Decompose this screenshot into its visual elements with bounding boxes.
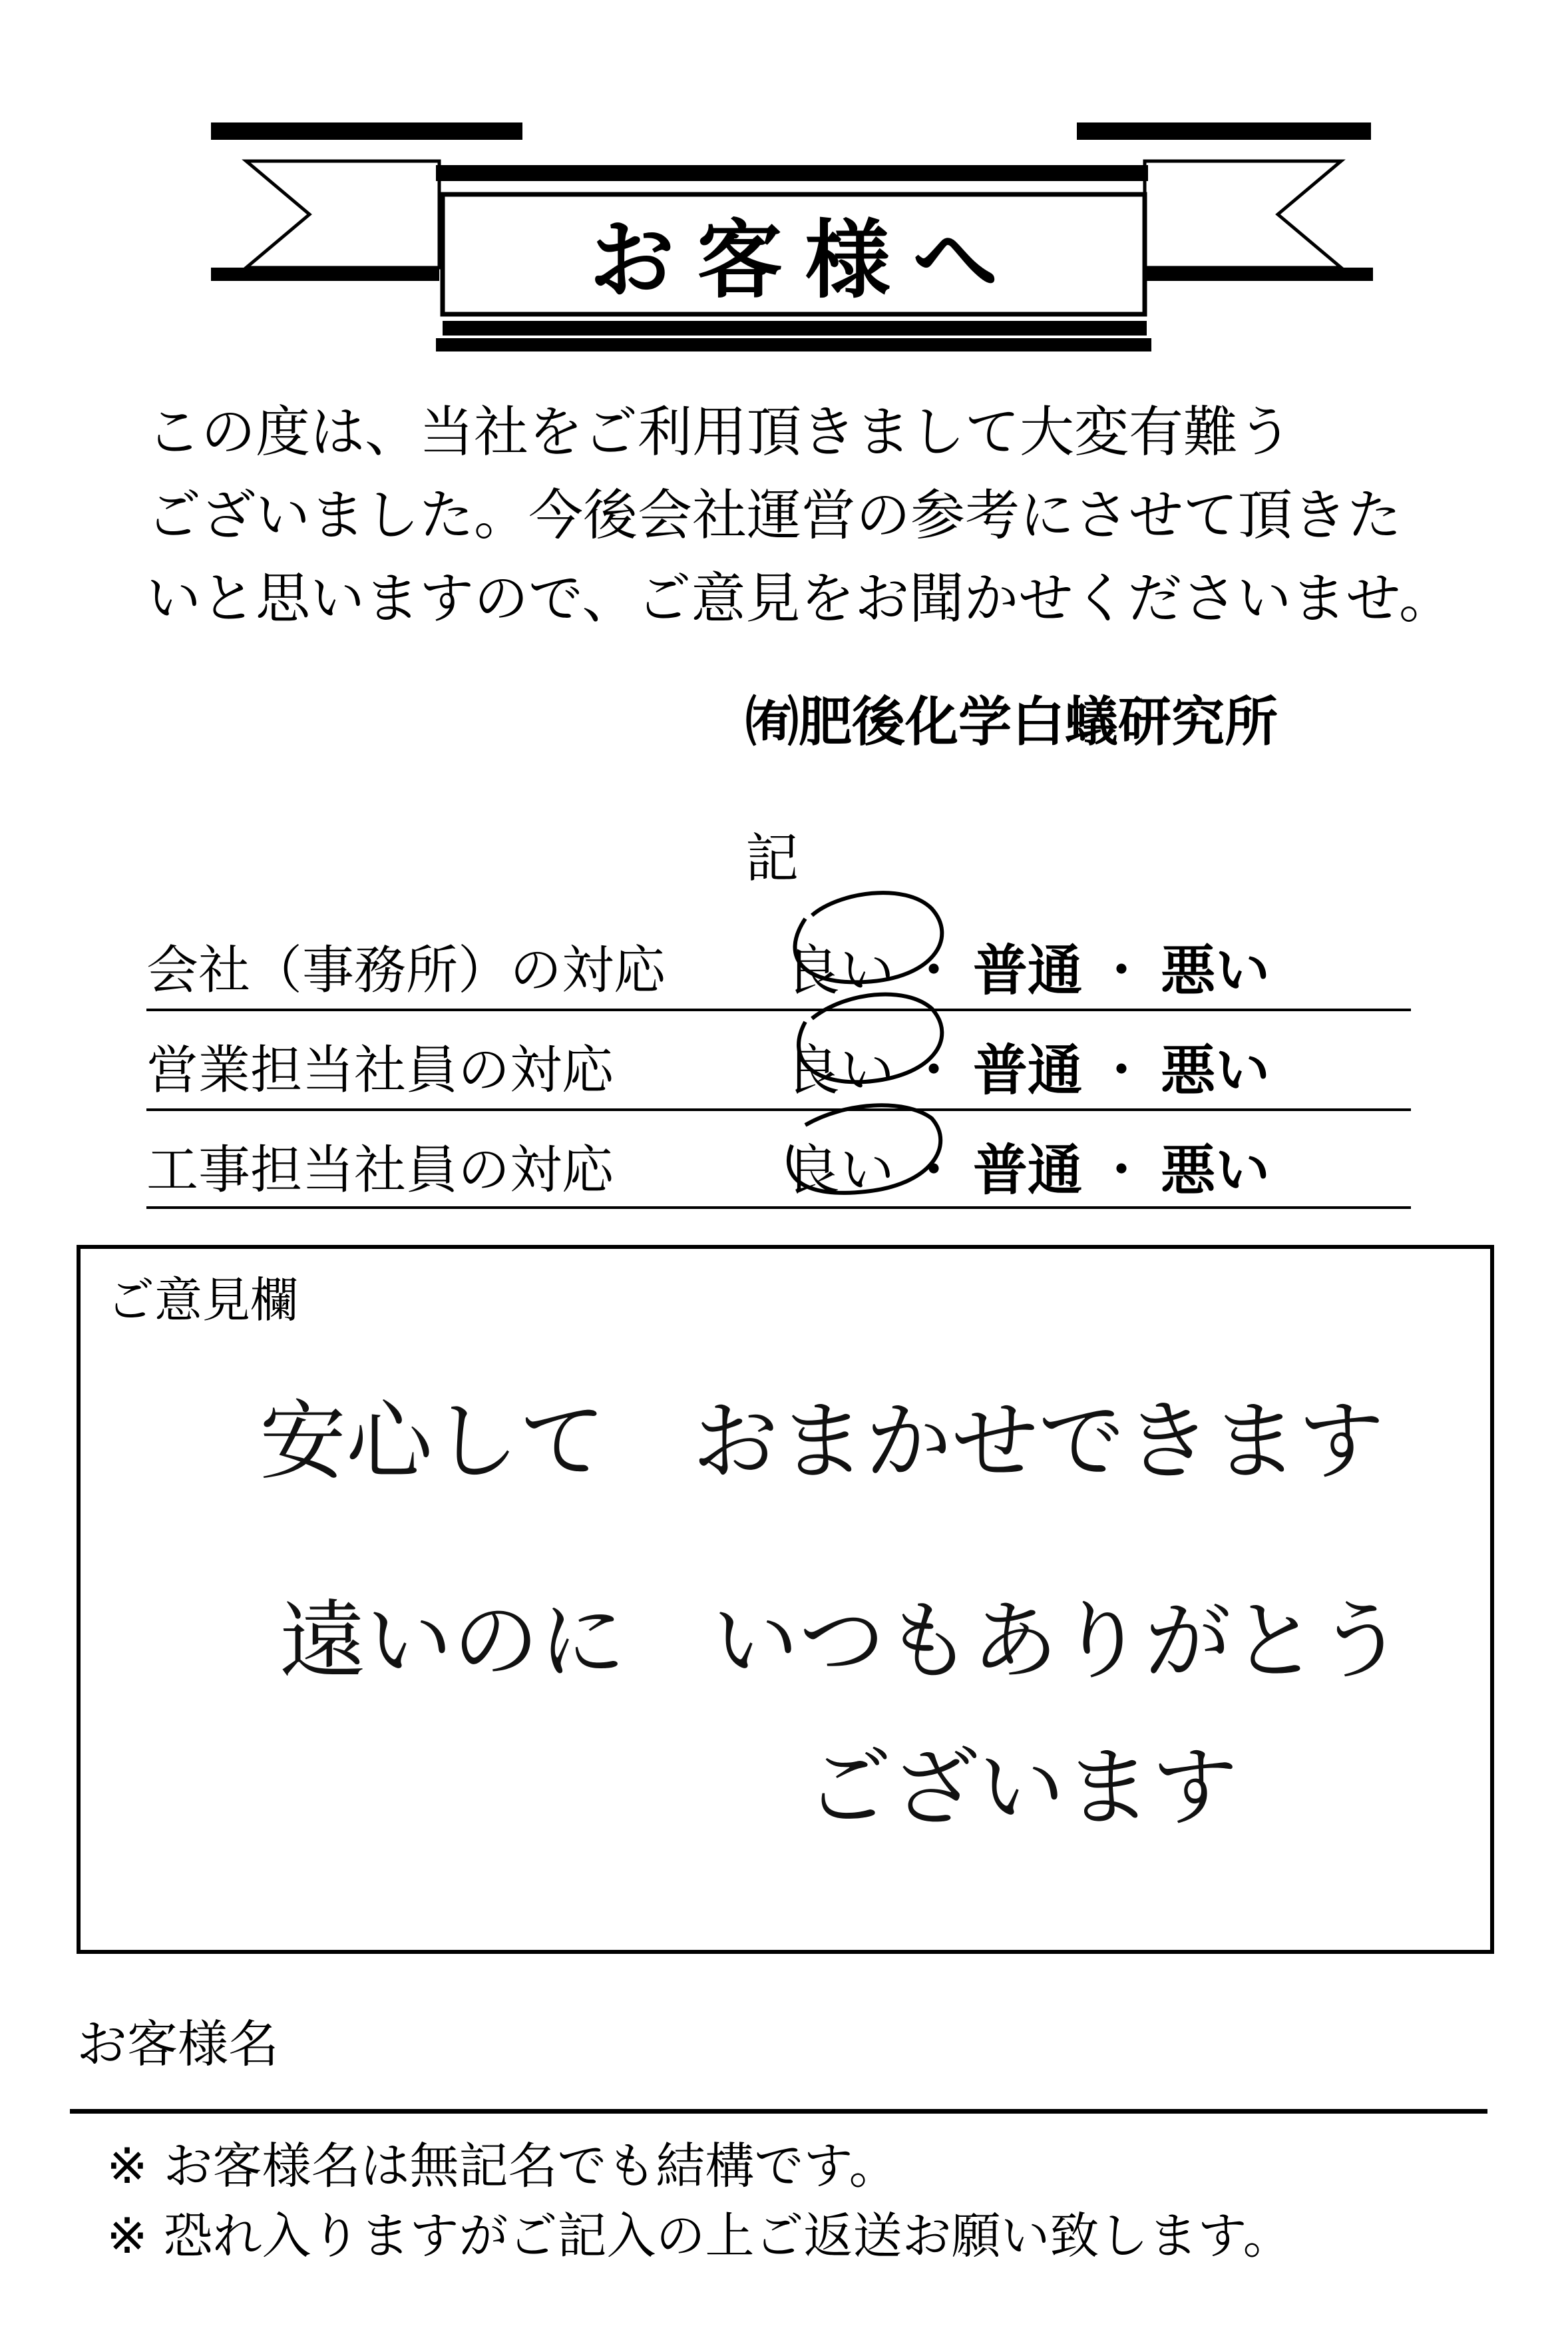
rating-bad[interactable]: 悪い <box>1161 939 1271 1003</box>
selection-circle-2 <box>799 995 942 1082</box>
rating-normal[interactable]: 普通 <box>973 1139 1083 1202</box>
rating-sep: ・ <box>906 939 962 1003</box>
survey-row-label-sales: 営業担当社員の対応 <box>146 1041 614 1100</box>
survey-row-label-construction: 工事担当社員の対応 <box>146 1140 614 1200</box>
comment-line-1: 安心して おまかせできます <box>260 1391 1385 1492</box>
rating-sep: ・ <box>906 1139 962 1202</box>
intro-line-3: いと思いますので、ご意見をお聞かせくださいませ。 <box>146 567 1454 630</box>
ki-heading: 記 <box>745 827 799 889</box>
comment-label: ご意見欄 <box>106 1272 299 1328</box>
company-name: ㈲肥後化学白蟻研究所 <box>745 691 1278 753</box>
handwritten-comment <box>253 1358 1464 1864</box>
customer-name-field[interactable] <box>70 2109 1487 2114</box>
selection-circles <box>765 879 985 1225</box>
rating-bad[interactable]: 悪い <box>1161 1039 1271 1102</box>
comment-line-2: 遠いのに いつもありがとう <box>280 1590 1405 1692</box>
note-2: ※ 恐れ入りますがご記入の上ご返送お願い致します。 <box>106 2208 1292 2265</box>
page-title: お客様へ <box>589 210 1021 310</box>
note-1: ※ お客様名は無記名でも結構です。 <box>106 2138 898 2195</box>
rating-normal[interactable]: 普通 <box>973 939 1083 1003</box>
rating-sep: ・ <box>1094 939 1149 1003</box>
selection-circle-1 <box>795 893 942 982</box>
comment-line-3: ございます <box>805 1737 1239 1838</box>
customer-name-label: お客様名 <box>77 2014 279 2074</box>
rating-normal[interactable]: 普通 <box>973 1039 1083 1102</box>
rating-good[interactable]: 良い <box>785 939 895 1003</box>
rating-sep: ・ <box>1094 1039 1149 1102</box>
intro-line-2: ございました。今後会社運営の参考にさせて頂きた <box>146 484 1402 547</box>
intro-line-1: この度は、当社をご利用頂きまして大変有難う <box>146 401 1293 464</box>
rating-sep: ・ <box>906 1039 962 1102</box>
survey-row-label-company: 会社（事務所）の対応 <box>146 941 666 1001</box>
rating-sep: ・ <box>1094 1139 1149 1202</box>
rating-good[interactable]: 良い <box>785 1039 895 1102</box>
selection-circle-3 <box>789 1105 940 1193</box>
rating-good[interactable]: 良い <box>785 1139 895 1202</box>
rating-bad[interactable]: 悪い <box>1161 1139 1271 1202</box>
